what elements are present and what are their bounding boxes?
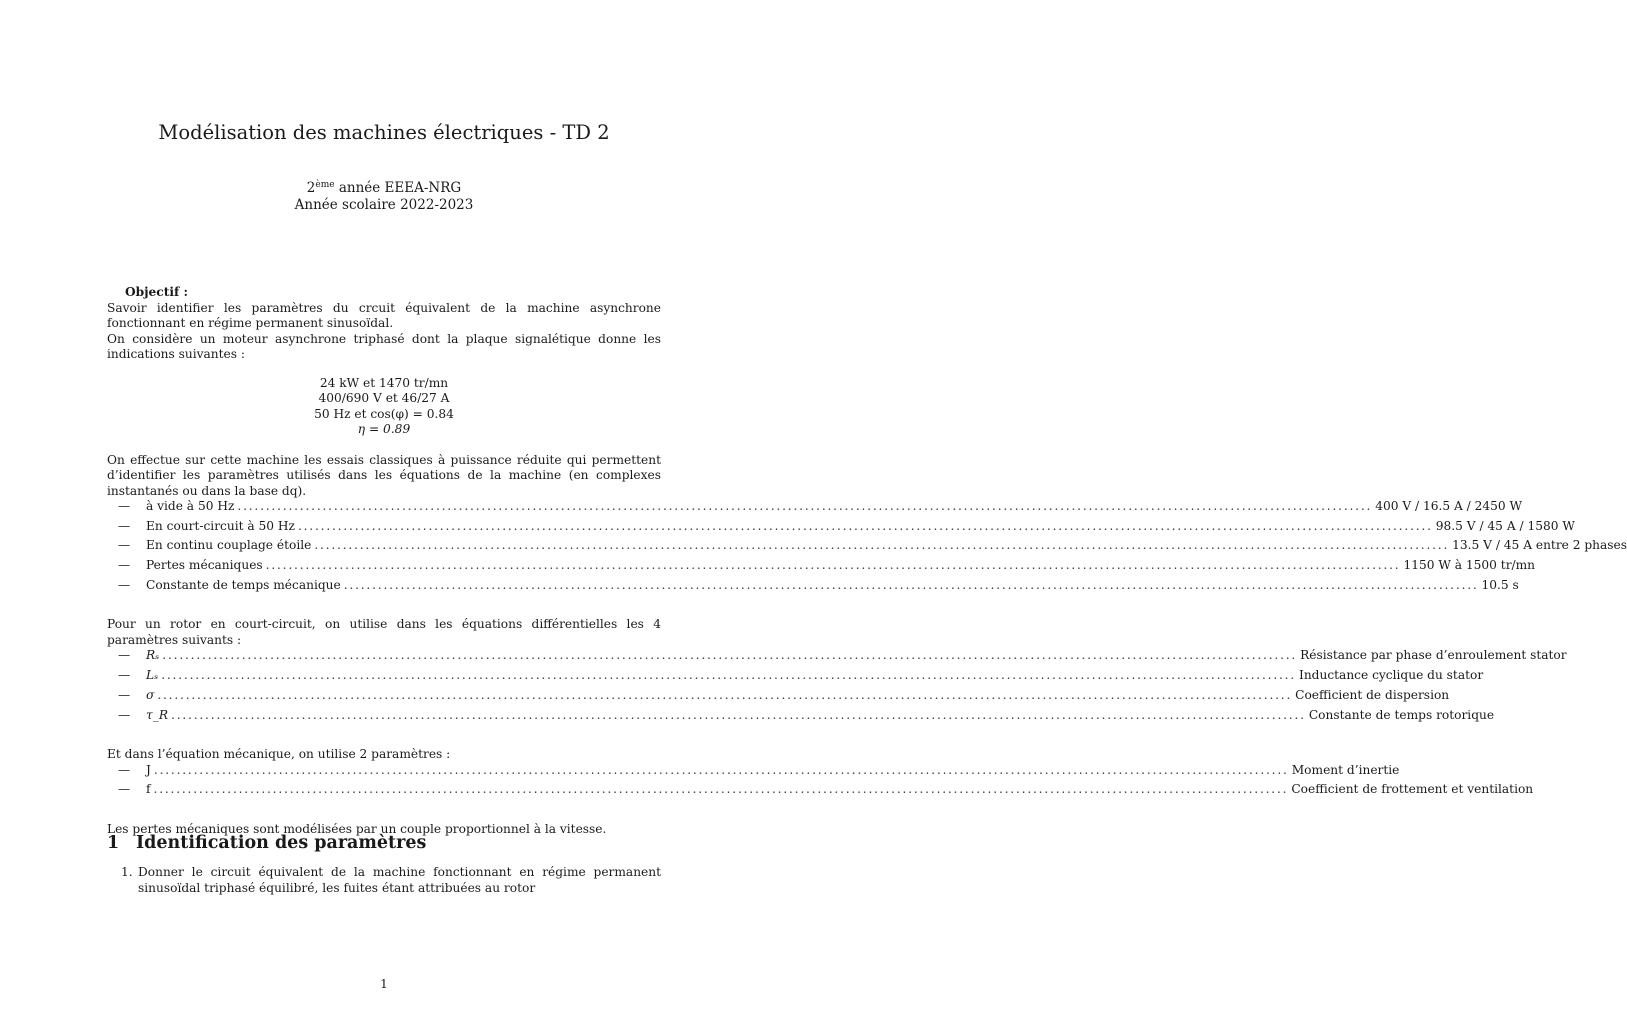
dot-leader: ........................................................................................................................................................................................................ <box>157 687 1293 702</box>
list-item: — f ........................................................................................................................................................................................................ Coefficient de frottement et ventilation <box>118 782 1534 797</box>
question-item <box>121 865 661 896</box>
year-number: 2 <box>306 180 316 196</box>
test-value: 10.5 s <box>1481 577 1519 592</box>
nameplate-efficiency: η = 0.89 <box>357 422 411 436</box>
list-item: — J ........................................................................................................................................................................................................ Moment d’inertie <box>118 762 1400 777</box>
list-item: — à vide à 50 Hz ........................................................................................................................................................................................................ 400 V / 16.5 A / 2450 W <box>118 499 1523 513</box>
rotor-params-list <box>107 648 1567 727</box>
year-superscript: ème <box>315 180 335 190</box>
nameplate-power: 24 kW et 1470 tr/mn <box>319 375 449 390</box>
section-heading <box>107 832 661 854</box>
list-item: — Pertes mécaniques ........................................................................................................................................................................................................ 1150 W à 1500 tr/mn <box>118 558 1536 573</box>
test-value: 98.5 V / 45 A / 1580 W <box>1435 518 1575 533</box>
param-description: Constante de temps rotorique <box>1308 707 1495 722</box>
motor-intro: On considère un moteur asynchrone triphasé dont la plaque signalétique donne les indications suivantes : <box>107 331 661 361</box>
objective-heading: Objectif : <box>125 285 188 299</box>
param-description: Résistance par phase d’enroulement stator <box>1300 648 1567 663</box>
test-label: En court-circuit à 50 Hz <box>146 518 295 533</box>
test-label: Pertes mécaniques <box>146 558 263 573</box>
question-number: 1. <box>121 865 133 879</box>
nameplate-frequency: 50 Hz et cos(φ) = 0.84 <box>314 406 454 421</box>
test-label: En continu couplage étoile <box>146 538 312 553</box>
losses-note: Les pertes mécaniques sont modélisées par un couple proportionnel à la vitesse. <box>107 822 607 837</box>
dot-leader: ........................................................................................................................................................................................................ <box>237 499 1373 513</box>
param-description: Coefficient de frottement et ventilation <box>1291 782 1534 797</box>
tests-intro: On effectue sur cette machine les essais classiques à puissance réduite qui permettent d’identifier les paramètres utilisés dans les équations de la machine (en complexes instantanés ou dans la base dq). <box>107 452 661 498</box>
year-program: année EEEA-NRG <box>334 180 462 196</box>
param-description: Coefficient de dispersion <box>1295 687 1450 702</box>
list-item: — Constante de temps mécanique ........................................................................................................................................................................................................ 10.5 s <box>118 577 1519 592</box>
school-year: Année scolaire 2022-2023 <box>294 197 474 213</box>
test-label: Constante de temps mécanique <box>146 577 341 592</box>
param-symbol: σ <box>146 687 155 702</box>
dot-leader: ........................................................................................................................................................................................................ <box>162 648 1298 663</box>
param-symbol: J <box>146 762 151 777</box>
dot-leader: ........................................................................................................................................................................................................ <box>297 518 1433 533</box>
test-value: 13.5 V / 45 A entre 2 phases <box>1452 538 1627 553</box>
param-symbol: Lₛ <box>146 668 159 683</box>
question-text: Donner le circuit équivalent de la machine fonctionnant en régime permanent sinusoïdal triphasé équilibré, les fuites étant attribuées au rotor <box>138 865 661 895</box>
mech-params-intro: Et dans l’équation mécanique, on utilise 2 paramètres : <box>107 747 451 762</box>
year-line <box>0 180 768 197</box>
param-symbol: f <box>146 782 151 797</box>
list-item: — Rₛ ........................................................................................................................................................................................................ Résistance par phase d’enroulement stator <box>118 648 1567 663</box>
main-content <box>107 285 1627 838</box>
dot-leader: ........................................................................................................................................................................................................ <box>314 538 1450 553</box>
section-title: Identification des paramètres <box>136 833 427 853</box>
test-label: à vide à 50 Hz <box>146 499 235 513</box>
rotor-params-intro: Pour un rotor en court-circuit, on utilise dans les équations différentielles les 4 paramètres suivants : <box>107 617 661 647</box>
list-item: — τ_R ........................................................................................................................................................................................................ Constante de temps rotorique <box>118 707 1495 722</box>
list-item: — En continu couplage étoile ........................................................................................................................................................................................................ 13.5 V / 45 A entre 2 phases <box>118 538 1627 553</box>
list-item: — Lₛ ........................................................................................................................................................................................................ Inductance cyclique du stator <box>118 668 1484 683</box>
param-description: Moment d’inertie <box>1291 762 1400 777</box>
document-title: Modélisation des machines électriques - TD 2 <box>158 121 610 144</box>
param-description: Inductance cyclique du stator <box>1299 668 1484 683</box>
param-symbol: Rₛ <box>146 648 160 663</box>
tests-list <box>107 499 1627 597</box>
mech-params-list <box>107 762 1534 802</box>
dot-leader: ........................................................................................................................................................................................................ <box>153 782 1289 797</box>
dot-leader: ........................................................................................................................................................................................................ <box>343 577 1479 592</box>
dot-leader: ........................................................................................................................................................................................................ <box>171 707 1306 722</box>
param-symbol: τ_R <box>146 707 169 722</box>
section-number: 1 <box>107 833 120 853</box>
dot-leader: ........................................................................................................................................................................................................ <box>153 762 1289 777</box>
dot-leader: ........................................................................................................................................................................................................ <box>161 668 1297 683</box>
test-value: 1150 W à 1500 tr/mn <box>1403 558 1536 573</box>
page-number: 1 <box>380 977 388 991</box>
list-item: — σ ........................................................................................................................................................................................................ Coefficient de dispersion <box>118 687 1450 702</box>
test-value: 400 V / 16.5 A / 2450 W <box>1375 499 1523 513</box>
nameplate-block <box>107 376 661 438</box>
objective-text: Savoir identifier les paramètres du crcuit équivalent de la machine asynchrone fonctionnant en régime permanent sinusoïdal. <box>107 300 661 330</box>
nameplate-voltage: 400/690 V et 46/27 A <box>318 391 450 405</box>
dot-leader: ........................................................................................................................................................................................................ <box>265 558 1401 573</box>
list-item: — En court-circuit à 50 Hz ........................................................................................................................................................................................................ 98.5 V / 45 A / 1580 W <box>118 518 1575 533</box>
document-subtitle <box>0 180 768 214</box>
